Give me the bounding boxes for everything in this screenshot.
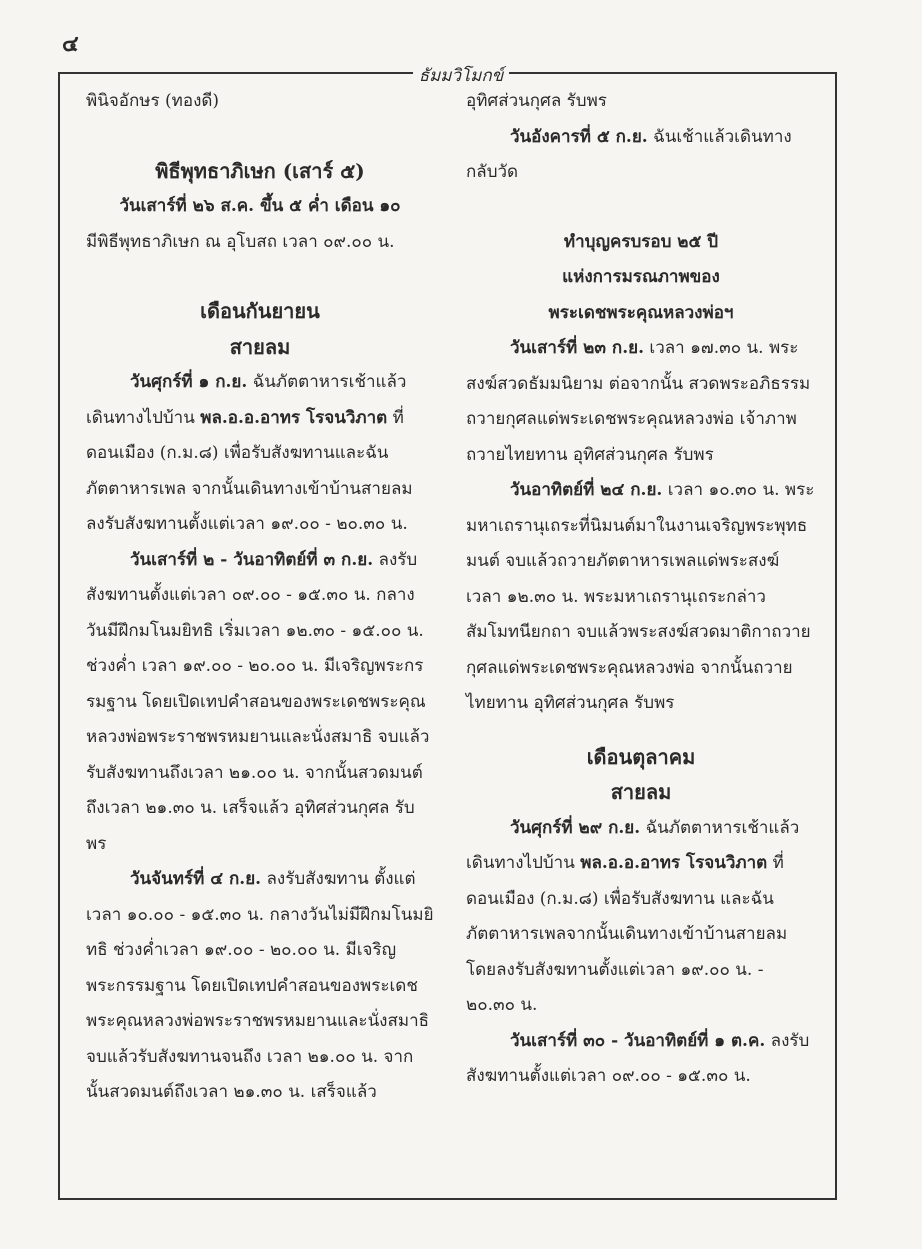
event-paragraph: วันศุกร์ที่ ๑ ก.ย. ฉันภัตตาหารเช้าแล้วเดินทางไปบ้าน พล.อ.อ.อาทร โรจนวิภาต ที่ดอนเมือง (ก.ม.๘) เพื่อรับสังฆทานและฉันภัตตาหารเพล จากนั้นเดินทางเข้าบ้านสายลม ลงรับสังฆทานตั้งแต่เวลา ๑๙.๐๐ - ๒๐.๓๐ น. <box>86 372 413 534</box>
event-paragraph: วันเสาร์ที่ ๒ - วันอาทิตย์ที่ ๓ ก.ย. ลงรับสังฆทานตั้งแต่เวลา ๐๙.๐๐ - ๑๕.๓๐ น. กลางวันมีฝึกมโนมยิทธิ เริ่มเวลา ๑๒.๓๐ - ๑๕.๐๐ น. ช่วงค่ำ เวลา ๑๙.๐๐ - ๒๐.๐๐ น. มีเจริญพระกรรมฐาน โดยเปิดเทปคำสอนของพระเดชพระคุณหลวงพ่อพระราชพรหมยานและนั่งสมาธิ จบแล้วรับสังฆทานถึงเวลา ๒๑.๐๐ น. จากนั้นสวดมนต์ถึงเวลา ๒๑.๓๐ น. เสร็จแล้ว อุทิศส่วนกุศล รับพร <box>86 549 430 854</box>
event-paragraph: วันอาทิตย์ที่ ๒๔ ก.ย. เวลา ๑๐.๓๐ น. พระมหาเถรานุเถระที่นิมนต์มาในงานเจริญพระพุทธมนต์ จบแล้วถวายภัตตาหารเพลแด่พระสงฆ์ เวลา ๑๒.๓๐ น. พระมหาเถรานุเถระกล่าวสัมโมทนียกถา จบแล้วพระสงฆ์สวดมาติกาถวายกุศลแด่พระเดชพระคุณหลวงพ่อ จากนั้นถวายไทยทาน อุทิศส่วนกุศล รับพร <box>466 480 815 713</box>
left-column <box>86 84 434 1111</box>
event-paragraph: วันศุกร์ที่ ๒๙ ก.ย. ฉันภัตตาหารเช้าแล้วเดินทางไปบ้าน พล.อ.อ.อาทร โรจนวิภาต ที่ดอนเมือง (ก.ม.๘) เพื่อรับสังฆทาน และฉันภัตตาหารเพลจากนั้นเดินทางเข้าบ้านสายลม โดยลงรับสังฆทานตั้งแต่เวลา ๑๙.๐๐ น. - ๒๐.๓๐ น. <box>466 817 800 1015</box>
place-heading: สายลม <box>229 334 291 359</box>
carry-over-text: อุทิศส่วนกุศล รับพร <box>466 91 607 111</box>
ceremony-date: วันเสาร์ที่ ๒๖ ส.ค. ขึ้น ๕ ค่ำ เดือน ๑๐ <box>119 196 401 216</box>
anniversary-heading-2: แห่งการมรณภาพของ <box>562 267 720 287</box>
ceremony-title: พิธีพุทธาภิเษก (เสาร์ ๕) <box>155 158 365 183</box>
event-paragraph: วันเสาร์ที่ ๓๐ - วันอาทิตย์ที่ ๑ ต.ค. ลงรับสังฆทานตั้งแต่เวลา ๐๙.๐๐ - ๑๕.๓๐ น. <box>466 1030 810 1086</box>
right-column <box>466 84 816 1095</box>
place-heading: สายลม <box>610 780 672 804</box>
month-heading: เดือนกันยายน <box>200 299 320 323</box>
page-number: ๔ <box>62 31 79 57</box>
event-paragraph: วันเสาร์ที่ ๒๓ ก.ย. เวลา ๑๗.๓๐ น. พระสงฆ์สวดธัมมนิยาม ต่อจากนั้น สวดพระอภิธรรมถวายกุศลแด่พระเดชพระคุณหลวงพ่อ เจ้าภาพถวายไทยทาน อุทิศส่วนกุศล รับพร <box>466 338 811 465</box>
running-title: ธัมมวิโมกข์ <box>0 62 922 89</box>
carry-over-text: พินิจอักษร (ทองดี) <box>86 91 220 111</box>
month-heading: เดือนตุลาคม <box>586 744 696 769</box>
event-paragraph: วันจันทร์ที่ ๔ ก.ย. ลงรับสังฆทาน ตั้งแต่เวลา ๑๐.๐๐ - ๑๕.๓๐ น. กลางวันไม่มีฝึกมโนมยิทธิ ช่วงค่ำเวลา ๑๙.๐๐ - ๒๐.๐๐ น. มีเจริญพระกรรมฐาน โดยเปิดเทปคำสอนของพระเดชพระคุณหลวงพ่อพระราชพรหมยานและนั่งสมาธิ จบแล้วรับสังฆทานจนถึง เวลา ๒๑.๐๐ น. จากนั้นสวดมนต์ถึงเวลา ๒๑.๓๐ น. เสร็จแล้ว <box>86 869 434 1102</box>
anniversary-heading-1: ทำบุญครบรอบ ๒๕ ปี <box>563 231 719 252</box>
anniversary-heading-3: พระเดชพระคุณหลวงพ่อฯ <box>548 302 734 323</box>
event-paragraph: วันอังคารที่ ๕ ก.ย. ฉันเช้าแล้วเดินทางกลับวัด <box>466 126 792 182</box>
ceremony-text: มีพิธีพุทธาภิเษก ณ อุโบสถ เวลา ๐๙.๐๐ น. <box>86 231 395 252</box>
